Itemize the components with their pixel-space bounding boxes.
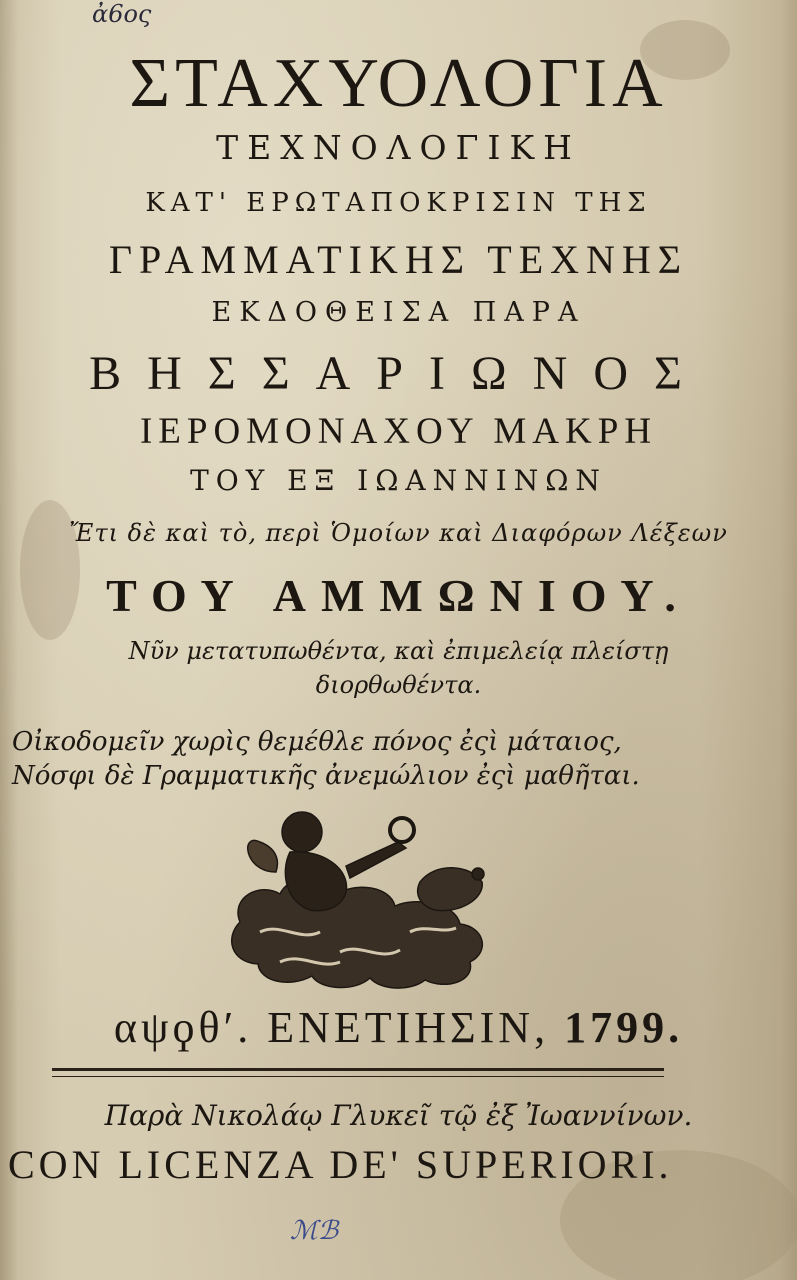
second-author: ΤΟΥ ΑΜΜΩΝΙΟΥ. xyxy=(106,570,691,621)
author-origin: ΤΟΥ ΕΞ ΙΩΑΝΝΙΝΩΝ xyxy=(190,464,607,497)
imprint-line xyxy=(0,1000,797,1056)
edited-by-line: ΕΚΔΟΘΕΙΣΑ ΠΑΡΑ xyxy=(211,297,586,328)
double-rule-bottom xyxy=(52,1076,664,1077)
book-title: ΣΤΑΧΥΟΛΟΓΙΑ xyxy=(129,45,668,122)
additional-content-line: Ἔτι δὲ καὶ τὸ, περὶ Ὁμοίων καὶ Διαφόρων Λέξεων xyxy=(69,519,728,547)
imprint-year: 1799. xyxy=(564,1003,684,1052)
subtitle-line-1: ΤΕΧΝΟΛΟΓΙΚΗ xyxy=(216,128,581,167)
handwritten-mark: ἀ6ος xyxy=(92,0,152,28)
imprint-city: ΕΝΕΤΙΗΣΙΝ, xyxy=(267,1003,550,1052)
subtitle-line-2: ΚΑΤ' ΕΡΩΤΑΠΟΚΡΙΣΙΝ ΤΗΣ xyxy=(145,188,652,218)
epigraph-line-2: Νόσφι δὲ Γραμματικῆς ἀνεμώλιον ἐςὶ μαθῆται. xyxy=(12,761,640,791)
library-stamp: ℳℬ xyxy=(290,1216,339,1246)
license-line: CON LICENZA DE' SUPERIORI. xyxy=(8,1142,673,1187)
reprint-note-1: Νῦν μετατυπωθέντα, καὶ ἐπιμελείᾳ πλείστῃ xyxy=(128,637,669,665)
reprint-note-2: διορθωθέντα. xyxy=(315,671,482,699)
greek-year: αψϙθʹ. xyxy=(113,1003,253,1052)
printer-line: Παρὰ Νικολάῳ Γλυκεῖ τῷ ἐξ Ἰωαννίνων. xyxy=(104,1099,693,1132)
author-name: ΒΗΣΣΑΡΙΩΝΟΣ xyxy=(89,347,708,400)
epigraph-line-1: Οἰκοδομεῖν χωρὶς θεμέθλε πόνος ἐςὶ μάταιος, xyxy=(12,727,622,757)
subtitle-line-3: ΓΡΑΜΜΑΤΙΚΗΣ ΤΕΧΝΗΣ xyxy=(108,237,689,282)
double-rule-top xyxy=(52,1068,664,1071)
author-title: ΙΕΡΟΜΟΝΑΧΟΥ ΜΑΚΡΗ xyxy=(139,411,658,452)
cherub-vignette xyxy=(220,802,500,992)
